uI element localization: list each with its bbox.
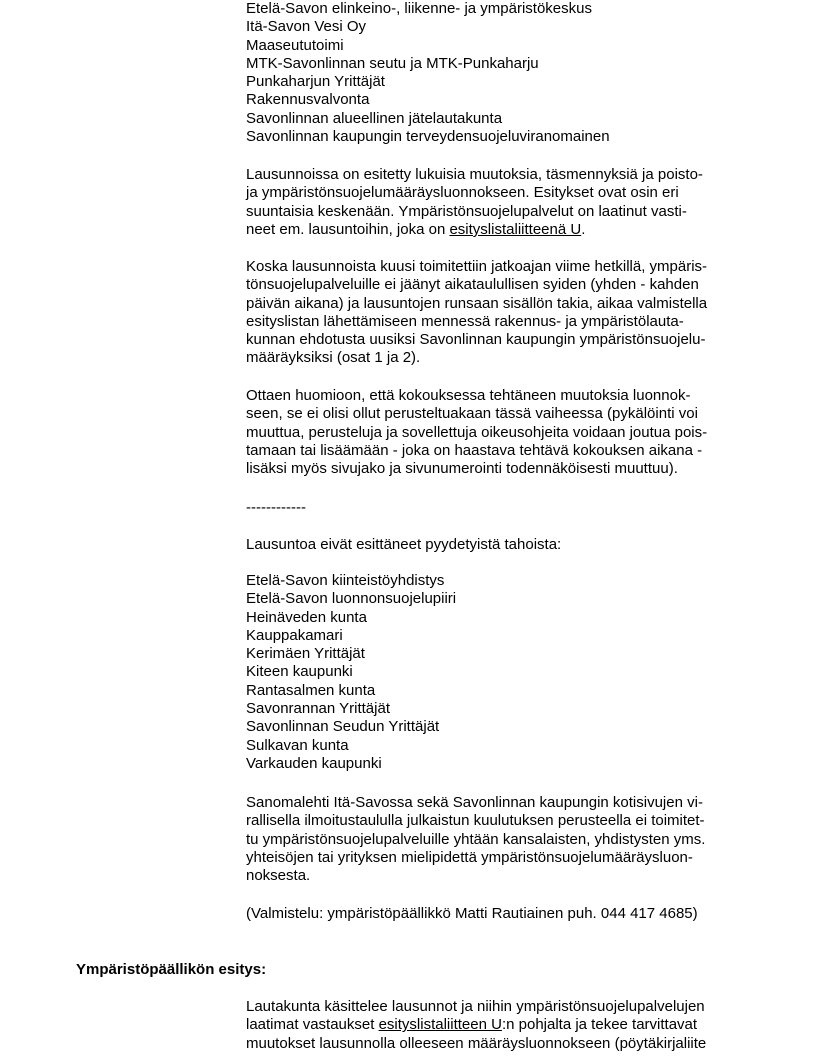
separator: ------------ bbox=[246, 499, 306, 516]
list-item: Savonlinnan kaupungin terveydensuojeluviranomainen bbox=[246, 128, 610, 146]
text-line: ja ympäristönsuojelumääräysluonnokseen. Esitykset ovat osin eri bbox=[246, 184, 679, 202]
text-line: päivän aikana) ja lausuntojen runsaan sisällön takia, aikaa valmistella bbox=[246, 294, 708, 312]
text-line: Lausunnoissa on esitetty lukuisia muutoksia, täsmennyksiä ja poisto- bbox=[246, 166, 703, 183]
text-fragment: laatimat vastaukset bbox=[246, 1016, 379, 1034]
paragraph-public-notice bbox=[246, 794, 746, 885]
text-line: Koska lausunnoista kuusi toimitettiin jatkoajan viime hetkillä, ympäris- bbox=[246, 258, 708, 275]
text-line: määräyksiksi (osat 1 ja 2). bbox=[246, 349, 421, 367]
text-line: tamaan tai lisäämään - joka on haastava tehtävä kokouksen aikana - bbox=[246, 441, 703, 459]
text-line: noksesta. bbox=[246, 867, 311, 885]
list-item: Etelä-Savon luonnonsuojelupiiri bbox=[246, 590, 457, 608]
list-item: Varkauden kaupunki bbox=[246, 754, 382, 772]
text-line: Ottaen huomioon, että kokouksessa tehtäneen muutoksia luonnok- bbox=[246, 387, 691, 404]
text-line bbox=[246, 1016, 746, 1034]
list-item: Savonrannan Yrittäjät bbox=[246, 700, 390, 718]
paragraph-meeting-changes bbox=[246, 387, 746, 478]
text-line: rallisella ilmoitustaululla julkaistun kuulutuksen perusteella ei toimitet- bbox=[246, 812, 705, 830]
paragraph-late-statements bbox=[246, 258, 746, 368]
text-line: muutokset lausunnolla olleeseen määräysluonnokseen (pöytäkirjaliite bbox=[246, 1034, 707, 1052]
attachment-link[interactable]: esityslistaliitteen U bbox=[378, 1016, 502, 1034]
text-line: suuntaisia keskenään. Ympäristönsuojelupalvelut on laatinut vasti- bbox=[246, 202, 687, 220]
text-fragment: neet em. lausuntoihin, joka on bbox=[246, 220, 450, 238]
text-line: lisäksi myös sivujako ja sivunumerointi todennäköisesti muuttuu). bbox=[246, 460, 678, 478]
text-line: tu ympäristönsuojelupalveluille yhtään kansalaisten, yhdistysten yms. bbox=[246, 830, 706, 848]
list-item: Kerimäen Yrittäjät bbox=[246, 645, 365, 663]
text-line bbox=[246, 221, 746, 239]
text-line: esityslistan lähettämiseen mennessä rakennus- ja ympäristölauta- bbox=[246, 312, 684, 330]
list-item: Heinäveden kunta bbox=[246, 608, 367, 626]
text-line: Lautakunta käsittelee lausunnot ja niihin ympäristönsuojelupalvelujen bbox=[246, 998, 705, 1015]
not-submitted-list bbox=[246, 572, 746, 773]
list-item: Sulkavan kunta bbox=[246, 736, 349, 754]
not-submitted-intro: Lausuntoa eivät esittäneet pyydetyistä tahoista: bbox=[246, 536, 562, 553]
top-organization-list bbox=[246, 0, 746, 146]
list-item: Etelä-Savon elinkeino-, liikenne- ja ympäristökeskus bbox=[246, 0, 592, 17]
list-item: Savonlinnan alueellinen jätelautakunta bbox=[246, 109, 503, 127]
text-line: muuttua, perusteluja ja sovellettuja oikeusohjeita voidaan joutua pois- bbox=[246, 423, 708, 441]
proposal-heading: Ympäristöpäällikön esitys: bbox=[76, 961, 267, 978]
list-item: Etelä-Savon kiinteistöyhdistys bbox=[246, 572, 445, 589]
attachment-link[interactable]: esityslistaliitteenä U bbox=[449, 220, 582, 238]
text-line: yhteisöjen tai yrityksen mielipidettä ympäristönsuojelumääräysluon- bbox=[246, 848, 693, 866]
text-fragment: :n pohjalta ja tekee tarvittavat bbox=[501, 1016, 698, 1034]
text-line: seen, se ei olisi ollut perusteltuakaan tässä vaiheessa (pykälöinti voi bbox=[246, 405, 698, 423]
text-fragment: . bbox=[581, 220, 586, 238]
list-item: Maaseututoimi bbox=[246, 36, 344, 54]
list-item: Savonlinnan Seudun Yrittäjät bbox=[246, 718, 440, 736]
list-item: Kiteen kaupunki bbox=[246, 663, 353, 681]
text-line: kunnan ehdotusta uusiksi Savonlinnan kaupungin ympäristönsuojelu- bbox=[246, 331, 706, 349]
list-item: Kauppakamari bbox=[246, 626, 343, 644]
text-line: Sanomalehti Itä-Savossa sekä Savonlinnan kaupungin kotisivujen vi- bbox=[246, 794, 703, 811]
list-item: Punkaharjun Yrittäjät bbox=[246, 73, 385, 91]
proposal-text bbox=[246, 998, 746, 1053]
list-item: Rakennusvalvonta bbox=[246, 91, 370, 109]
paragraph-statements-summary bbox=[246, 166, 746, 239]
text-line: tönsuojelupalveluille ei jäänyt aikataulullisen syiden (yhden - kahden bbox=[246, 276, 699, 294]
preparer-note: (Valmistelu: ympäristöpäällikkö Matti Rautiainen puh. 044 417 4685) bbox=[246, 905, 698, 922]
list-item: Rantasalmen kunta bbox=[246, 681, 376, 699]
list-item: MTK-Savonlinnan seutu ja MTK-Punkaharju bbox=[246, 54, 539, 72]
list-item: Itä-Savon Vesi Oy bbox=[246, 18, 367, 36]
